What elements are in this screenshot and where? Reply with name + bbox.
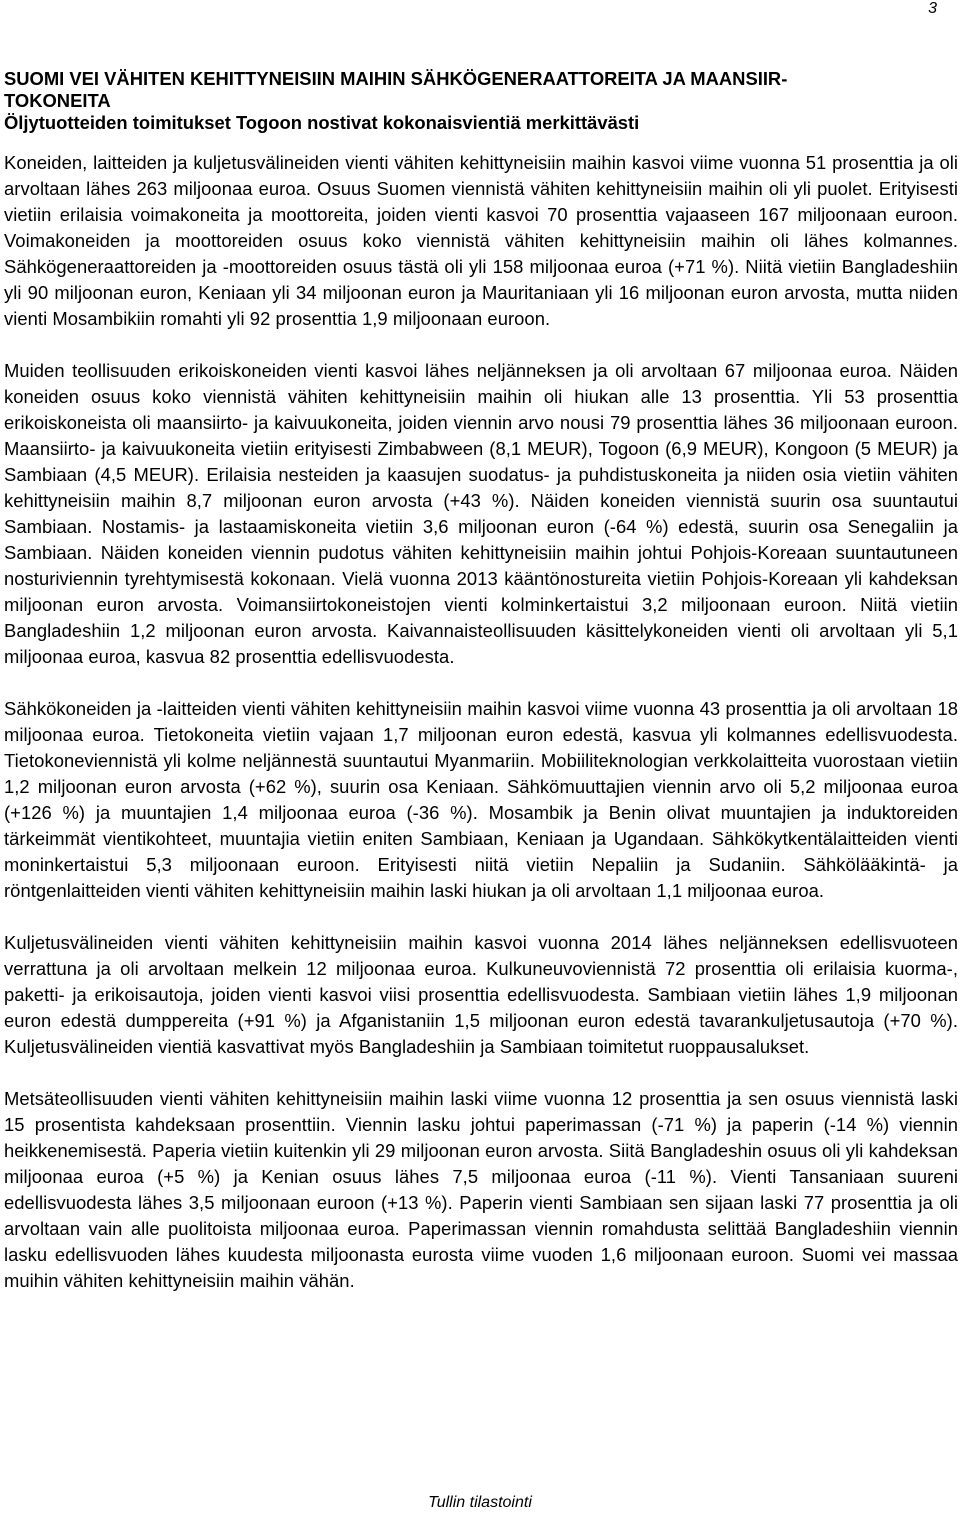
paragraph-forest-industry: Metsäteollisuuden vienti vähiten kehittyneisiin maihin laski viime vuonna 12 prosenttia ja sen osuus viennistä laski 15 prosentista kahdeksaan prosenttiin. Viennin lasku johtui paperimassan (-71 %) ja paperin (-14 %) viennin heikkenemisestä. Paperia vietiin kuitenkin yli 29 miljoonan euron arvosta. Siitä Bangladeshin osuus oli yli kahdeksan miljoonaa euroa (+5 %) ja Kenian osuus lähes 7,5 miljoonaa euroa (-11 %). Vienti Tansaniaan suureni edellisvuodesta lähes 3,5 miljoonaan euroon (+13 %). Paperin vienti Sambiaan sen sijaan laski 77 prosenttia ja oli arvoltaan vain alle puolitoista miljoonaa euroa. Paperimassan viennin romahdusta selittää Bangladeshiin viennin lasku edellisvuoden lähes kuudesta miljoonasta eurosta viime vuoden 1,6 miljoonaan euroon. Suomi vei massaa muihin vähiten kehittyneisiin maihin vähän. <box>4 1088 958 1291</box>
document-heading: SUOMI VEI VÄHITEN KEHITTYNEISIIN MAIHIN SÄHKÖGENERAATTOREITA JA MAANSIIR- TOKONEITA <box>4 68 788 111</box>
page-footer: Tullin tilastointi <box>428 1494 532 1511</box>
paragraph-special-machinery: Muiden teollisuuden erikoiskoneiden vienti kasvoi lähes neljänneksen ja oli arvoltaan 67 miljoonaa euroa. Näiden koneiden osuus koko viennistä vähiten kehittyneisiin maihin oli hiukan alle 13 prosenttia. Yli 53 prosenttia erikoiskoneista oli maansiirto- ja kaivuukoneita, joiden viennin arvo nousi 79 prosenttia lähes 36 miljoonaan euroon. Maansiirto- ja kaivuukoneita vietiin erityisesti Zimbabween (8,1 MEUR), Togoon (6,9 MEUR), Kongoon (5 MEUR) ja Sambiaan (4,5 MEUR). Erilaisia nesteiden ja kaasujen suodatus- ja puhdistuskoneita ja niiden osia vietiin vähiten kehittyneisiin maihin 8,7 miljoonan euron arvosta (+43 %). Näiden koneiden viennistä suurin osa suuntautui Sambiaan. Nostamis- ja lastaamiskoneita vietiin 3,6 miljoonan euron (-64 %) edestä, suurin osa Senegaliin ja Sambiaan. Näiden koneiden viennin pudotus vähiten kehittyneisiin maihin johtui Pohjois-Koreaan suuntautuneen nosturiviennin tyrehtymisestä kokonaan. Vielä vuonna 2013 kääntönostureita vietiin Pohjois-Koreaan yli kahdeksan miljoonan euron arvosta. Voimansiirtokoneistojen vienti kolminkertaistui 3,2 miljoonaan euroon. Niitä vietiin Bangladeshiin 1,2 miljoonan euron arvosta. Kaivannaisteollisuuden käsittelykoneiden vienti oli arvoltaan yli 5,1 miljoonaa euroa, kasvua 82 prosenttia edellisvuodesta. <box>4 360 958 667</box>
paragraph-machinery: Koneiden, laitteiden ja kuljetusvälineiden vienti vähiten kehittyneisiin maihin kasvoi viime vuonna 51 prosenttia ja oli arvoltaan lähes 263 miljoonaa euroa. Osuus Suomen viennistä vähiten kehittyneisiin maihin oli yli puolet. Erityisesti vietiin erilaisia voimakoneita ja moottoreita, joiden vienti kasvoi 70 prosenttia vajaaseen 167 miljoonaan euroon. Voimakoneiden ja moottoreiden osuus koko viennistä vähiten kehittyneisiin maihin oli lähes kolmannes. Sähkögeneraattoreiden ja -moottoreiden osuus tästä oli yli 158 miljoonaa euroa (+71 %). Niitä vietiin Bangladeshiin yli 90 miljoonan euron, Keniaan yli 34 miljoonan euron ja Mauritaniaan yli 16 miljoonan euron arvosta, mutta niiden vienti Mosambikiin romahti yli 92 prosenttia 1,9 miljoonaan euroon. <box>4 152 958 329</box>
page-number: 3 <box>928 0 937 17</box>
document-subheading: Öljytuotteiden toimitukset Togoon nostivat kokonaisvientiä merkittävästi <box>4 112 640 133</box>
paragraph-electrical: Sähkökoneiden ja -laitteiden vienti vähiten kehittyneisiin maihin kasvoi viime vuonna 43 prosenttia ja oli arvoltaan 18 miljoonaa euroa. Tietokoneita vietiin vajaan 1,7 miljoonan euron edestä, kasvua yli kolmannes edellisvuodesta. Tietokoneviennistä yli kolme neljännestä suuntautui Myanmariin. Mobiiliteknologian verkkolaitteita vuorostaan vietiin 1,2 miljoonan euron arvosta (+62 %), suurin osa Keniaan. Sähkömuuttajien viennin arvo oli 5,2 miljoonaa euroa (+126 %) ja muuntajien 1,4 miljoonaa euroa (-36 %). Mosambik ja Benin olivat muuntajien ja induktoreiden tärkeimmät vientikohteet, muuntajia vietiin eniten Sambiaan, Keniaan ja Ugandaan. Sähkökytkentälaitteiden vienti moninkertaistui 5,3 miljoonaan euroon. Erityisesti niitä vietiin Nepaliin ja Sudaniin. Sähkölääkintä- ja röntgenlaitteiden vienti vähiten kehittyneisiin maihin laski hiukan ja oli arvoltaan 1,1 miljoonaa euroa. <box>4 698 958 901</box>
paragraph-transport: Kuljetusvälineiden vienti vähiten kehittyneisiin maihin kasvoi vuonna 2014 lähes neljänneksen edellisvuoteen verrattuna ja oli arvoltaan melkein 12 miljoonaa euroa. Kulkuneuvoviennistä 72 prosenttia oli erilaisia kuorma-, paketti- ja erikoisautoja, joiden vienti kasvoi viisi prosenttia edellisvuodesta. Sambiaan vietiin lähes 1,9 miljoonan euron edestä dumppereita (+91 %) ja Afganistaniin 1,5 miljoonan euron edestä tavarankuljetusautoja (+70 %). Kuljetusvälineiden vientiä kasvattivat myös Bangladeshiin ja Sambiaan toimitetut ruoppausalukset. <box>4 932 958 1057</box>
document-body <box>4 68 958 1320</box>
